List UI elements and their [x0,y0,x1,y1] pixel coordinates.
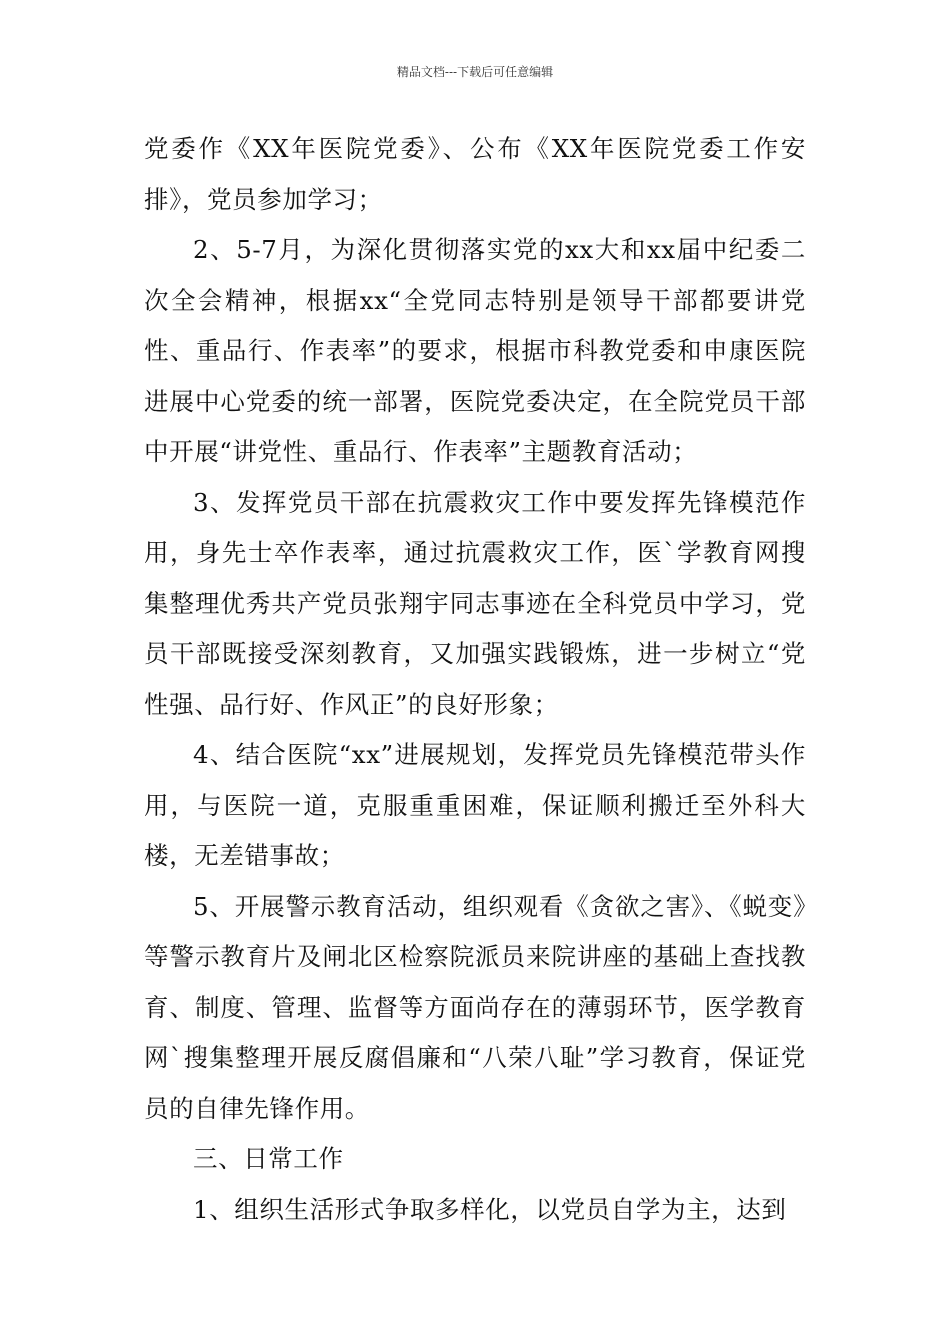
paragraph-1: 党委作《XX年医院党委》、公布《XX年医院党委工作安排》，党员参加学习； [144,134,806,214]
paragraph-6: 1、组织生活形式争取多样化，以党员自学为主，达到 [193,1194,787,1224]
paragraph-4: 4、结合医院“xx”进展规划，发挥党员先锋模范带头作用，与医院一道，克服重重困难，保证顺利搬迁至外科大楼，无差错事故； [144,740,806,870]
page-header: 精品文档---下载后可任意编辑 [396,65,554,79]
paragraph-2: 2、5-7月，为深化贯彻落实党的xx大和xx届中纪委二次全会精神，根据xx“全党同志特别是领导干部都要讲党性、重品行、作表率”的要求，根据市科教党委和申康医院进展中心党委的统一部署，医院党委决定，在全院党员干部中开展“讲党性、重品行、作表率”主题教育活动； [144,235,806,466]
section-heading: 三、日常工作 [193,1144,344,1173]
paragraph-3: 3、发挥党员干部在抗震救灾工作中要发挥先锋模范作用，身先士卒作表率，通过抗震救灾工作，医`学教育网搜集整理优秀共产党员张翔宇同志事迹在全科党员中学习，党员干部既接受深刻教育，又加强实践锻炼，进一步树立“党性强、品行好、作风正”的良好形象； [144,487,806,719]
paragraph-5: 5、开展警示教育活动，组织观看《贪欲之害》、《蜕变》等警示教育片及闸北区检察院派员来院讲座的基础上查找教育、制度、管理、监督等方面尚存在的薄弱环节，医学教育网`搜集整理开展反腐倡廉和“八荣八耻”学习教育，保证党员的自律先锋作用。 [144,891,806,1123]
document-body [144,124,806,1235]
